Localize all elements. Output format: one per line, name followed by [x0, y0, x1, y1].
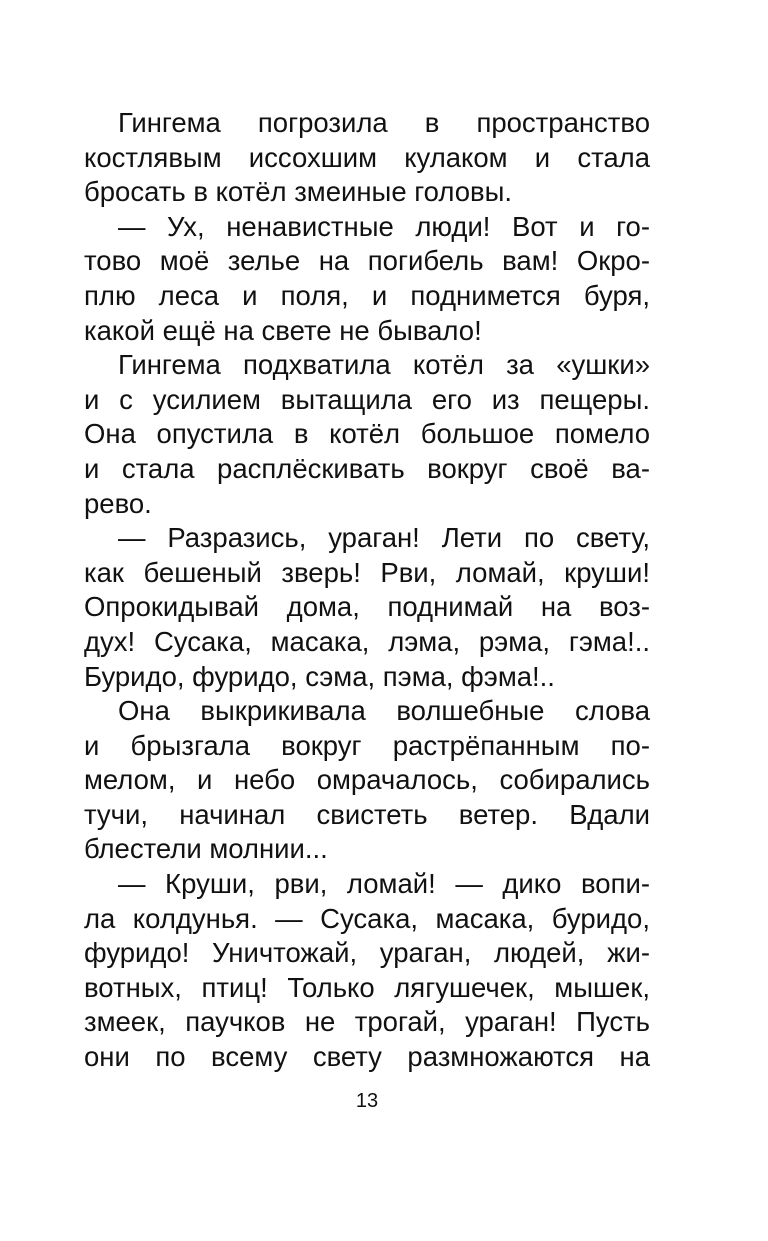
text-line: ла колдунья. — Сусака, масака, буридо, — [84, 902, 650, 934]
text-line: как бешеный зверь! Рви, ломай, круши! — [84, 556, 650, 588]
text-line: змеек, паучков не трогай, ураган! Пусть — [84, 1006, 650, 1038]
page-number: 13 — [355, 1090, 379, 1112]
text-line: они по всему свету размножаются на — [84, 1041, 650, 1073]
text-line: тучи, начинал свистеть ветер. Вдали — [84, 798, 650, 830]
text-line: Гингема подхватила котёл за «ушки» — [118, 349, 650, 381]
text-line: Гингема погрозила в пространство — [118, 107, 650, 138]
text-line: — Круши, рви, ломай! — дико вопи- — [118, 868, 650, 900]
paragraph-3 — [84, 348, 650, 521]
paragraph-5 — [84, 694, 650, 867]
text-line: и стала расплёскивать вокруг своё ва- — [84, 452, 650, 484]
paragraph-1 — [84, 106, 650, 210]
text-line: фуридо! Уничтожай, ураган, людей, жи- — [84, 937, 650, 969]
text-line: Опрокидывай дома, поднимай на воз- — [84, 591, 650, 623]
text-line: блестели молнии... — [84, 833, 328, 865]
text-line: Она опустила в котёл большое помело — [84, 418, 650, 450]
text-line: тово моё зелье на погибель вам! Окро- — [84, 245, 650, 277]
text-line: дух! Сусака, масака, лэма, рэма, гэма!.. — [84, 625, 650, 657]
paragraph-6 — [84, 867, 650, 1075]
text-line: вотных, птиц! Только лягушечек, мышек, — [84, 971, 650, 1003]
text-line: — Разразись, ураган! Лети по свету, — [118, 522, 650, 554]
text-line: и с усилием вытащила его из пещеры. — [84, 383, 650, 415]
paragraph-2 — [84, 210, 650, 348]
text-line: рево. — [84, 487, 152, 519]
text-line: плю леса и поля, и поднимется буря, — [84, 279, 650, 311]
text-line: Буридо, фуридо, сэма, пэма, фэма!.. — [84, 660, 555, 692]
text-line: мелом, и небо омрачалось, собирались — [84, 764, 650, 796]
text-line: Она выкрикивала волшебные слова — [118, 695, 650, 727]
text-line: бросать в котёл змеиные головы. — [84, 176, 513, 208]
text-line: какой ещё на свете не бывало! — [84, 314, 482, 346]
body-text — [84, 106, 650, 1075]
text-line: костлявым иссохшим кулаком и стала — [84, 141, 650, 173]
text-line: — Ух, ненавистные люди! Вот и го- — [118, 210, 650, 242]
paragraph-4 — [84, 521, 650, 694]
text-line: и брызгала вокруг растрёпанным по- — [84, 729, 650, 761]
